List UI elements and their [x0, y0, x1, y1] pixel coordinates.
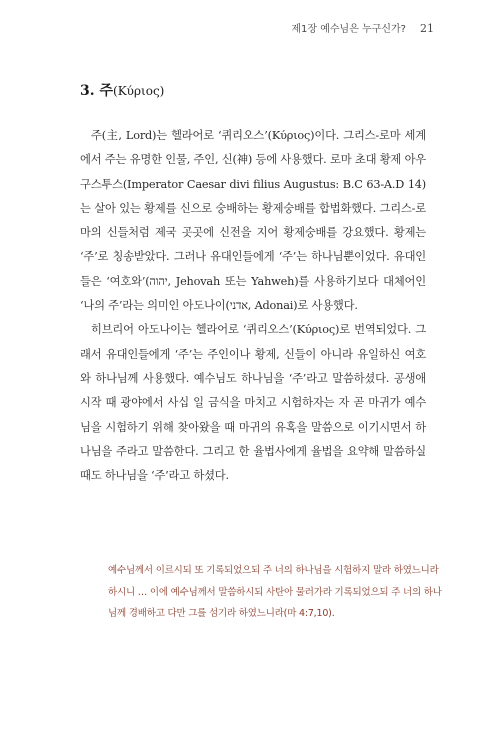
section-title-text: 3. 주 [80, 83, 114, 99]
section-title-greek: (Κύριος) [113, 84, 165, 98]
paragraph-1: 주(主, Lord)는 헬라어로 ‘퀴리오스’(Κύριος)이다. 그리스-로마 세계에서 주는 유명한 인물, 주인, 신(神) 등에 사용했다. 로마 초대 황제 아우구스투스(Imperator Caesar divi filius Augustus: B.C 63-A.D 14)는 살아 있는 황제를 신으로 숭배하는 황제숭배를 합법화했다. 그리스-로마의 신들처럼 제국 곳곳에 신전을 지어 황제숭배를 강요했다. 황제는 ‘주’로 칭송받았다. 그러나 유대인들에게 ‘주’는 하나님뿐이었다. 유대인들은 ‘여호와’(יהוה, Jehovah 또는 Yahweh)를 사용하기보다 대체어인 ‘나의 주’라는 의미인 아도나이(אדני, Adonai)로 사용했다. [80, 129, 426, 313]
page-number: 21 [420, 22, 434, 35]
body-text [80, 124, 426, 488]
scripture-quote: 예수님께서 이르시되 또 기록되었으되 주 너의 하나님을 시험하지 말라 하였느니라 하시니 … 이에 예수님께서 말씀하시되 사탄아 물러가라 기록되었으되 주 너의 하나님께 경배하고 다만 그를 섬기라 하였느니라(마 4:7,10). [108, 565, 442, 619]
section-heading [80, 80, 164, 100]
paragraph-2: 히브리어 아도나이는 헬라어로 ‘퀴리오스’(Κύριος)로 번역되었다. 그래서 유대인들에게 ‘주’는 주인이나 황제, 신들이 아니라 유일하신 여호와 하나님께 사용했다. 예수님도 하나님을 ‘주’라고 말씀하셨다. 공생애 시작 때 광야에서 사십 일 금식을 마치고 시험하자는 자 곧 마귀가 예수님을 시험하기 위해 찾아왔을 때 마귀의 유혹을 말씀으로 이기시면서 하나님을 주라고 말씀한다. 그리고 한 율법사에게 율법을 요약해 말씀하실 때도 하나님을 ‘주’라고 하셨다. [80, 323, 426, 483]
chapter-title: 제1장 예수님은 누구신가? [291, 24, 406, 35]
running-header [291, 20, 434, 35]
